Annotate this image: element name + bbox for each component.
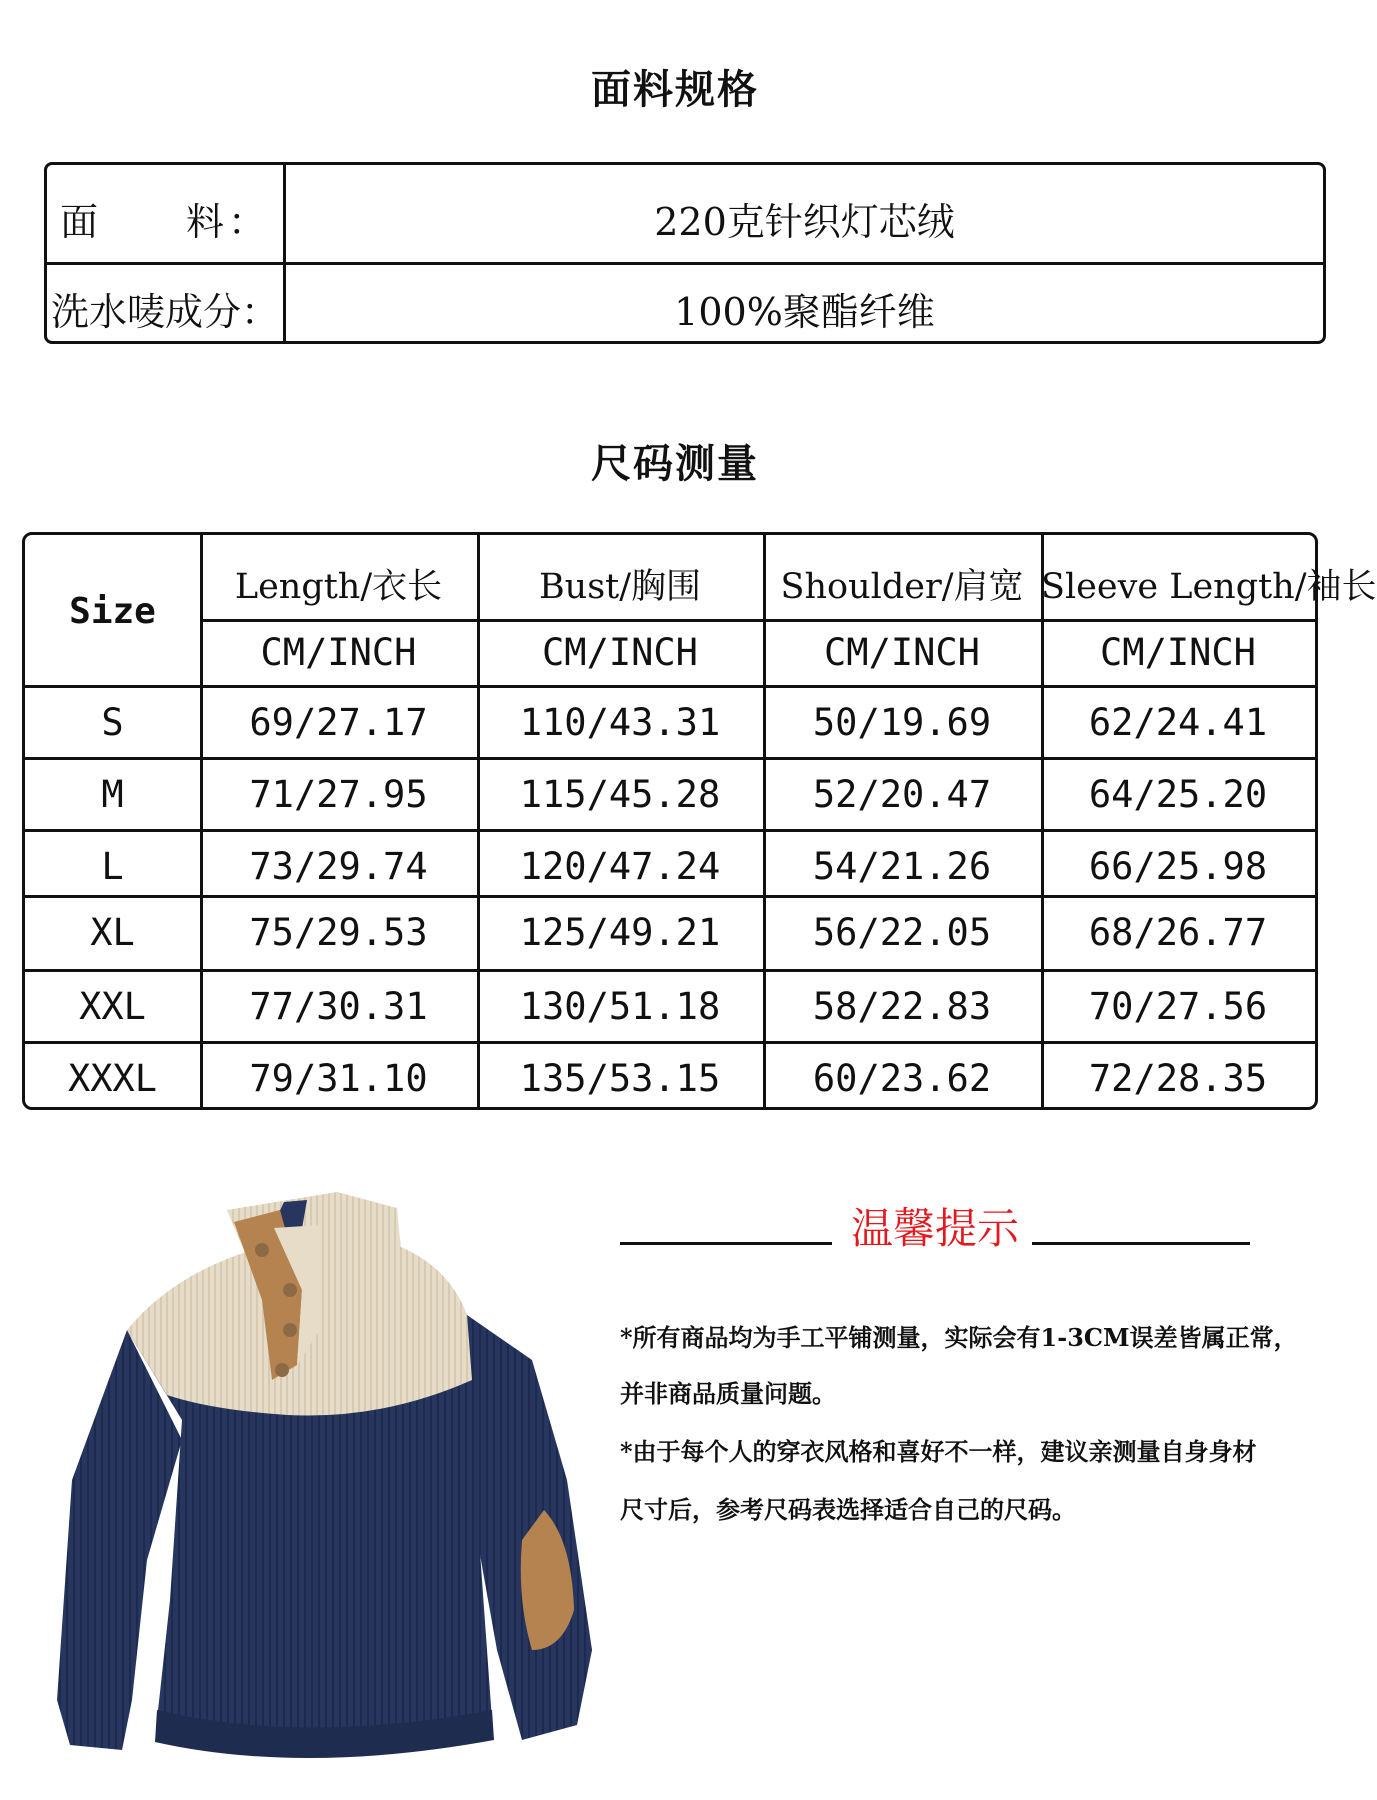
sweater-illustration [52,1180,602,1760]
size-table-row-divider [25,1041,1315,1044]
measure-value-cell: 79/31.10 [249,1057,428,1100]
size-label-cell: XL [90,911,135,954]
size-table-row-divider [25,757,1315,760]
fabric-row-label: 面 料： [59,200,270,244]
fabric-row-value: 100%聚酯纤维 [674,290,935,334]
button-icon [283,1283,297,1297]
size-table [22,532,1377,1110]
tips-header [620,1196,1250,1256]
tips-title: 温馨提示 [850,1204,1019,1253]
measure-value-cell: 135/53.15 [519,1057,721,1100]
size-label-cell: S [101,701,124,744]
size-column-header: Size [69,591,156,632]
tip-line: 并非商品质量问题。 [620,1379,836,1408]
measure-unit-header: CM/INCH [542,631,698,674]
measure-unit-header: CM/INCH [260,631,417,674]
measure-value-cell: 52/20.47 [812,773,992,816]
size-label-cell: L [101,845,124,888]
measure-value-cell: 68/26.77 [1088,911,1268,954]
button-icon [283,1323,297,1337]
measure-column-header: Sleeve Length/袖长 [1041,567,1377,607]
measure-value-cell: 73/29.74 [249,845,428,888]
fabric-row-composition [47,265,1323,341]
size-table-row-divider [200,619,1315,622]
fabric-spec-table [44,162,1326,344]
fabric-row-label: 洗水唛成分： [50,290,279,334]
measure-value-cell: 50/19.69 [812,701,992,744]
tip-line: *所有商品均为手工平铺测量，实际会有1-3CM误差皆属正常， [620,1323,1298,1352]
tip-line: 尺寸后，参考尺码表选择适合自己的尺码。 [620,1495,1076,1524]
measure-value-cell: 110/43.31 [519,701,721,744]
measure-value-cell: 72/28.35 [1088,1057,1268,1100]
measure-value-cell: 62/24.41 [1088,701,1268,744]
measure-unit-header: CM/INCH [824,631,980,674]
size-table-row-divider [25,685,1315,688]
measure-value-cell: 69/27.17 [249,701,428,744]
button-icon [255,1243,269,1257]
measure-value-cell: 64/25.20 [1088,773,1268,816]
size-label-cell: M [101,773,124,816]
measure-value-cell: 54/21.26 [812,845,992,888]
measure-value-cell: 58/22.83 [812,985,992,1028]
size-table-row-divider [25,969,1315,972]
fabric-spec-title: 面料规格 [591,67,759,113]
fabric-row-value: 220克针织灯芯绒 [654,200,955,244]
size-label-cell: XXXL [67,1057,158,1100]
measure-column-header: Shoulder/肩宽 [780,567,1024,607]
size-measure-title: 尺码测量 [591,441,759,487]
measure-value-cell: 66/25.98 [1088,845,1268,888]
button-icon [275,1363,289,1377]
measure-value-cell: 71/27.95 [249,773,428,816]
size-table-row-divider [25,895,1315,898]
fabric-row-material [47,165,1323,265]
measure-column-header: Bust/胸围 [538,567,702,607]
measure-value-cell: 120/47.24 [519,845,721,888]
measure-value-cell: 75/29.53 [249,911,428,954]
size-label-cell: XXL [79,985,146,1028]
measure-value-cell: 115/45.28 [519,773,721,816]
measure-value-cell: 60/23.62 [812,1057,992,1100]
measure-unit-header: CM/INCH [1100,631,1256,674]
tip-line: *由于每个人的穿衣风格和喜好不一样，建议亲测量自身身材 [620,1437,1257,1466]
measure-value-cell: 77/30.31 [249,985,428,1028]
measure-value-cell: 125/49.21 [519,911,721,954]
measure-value-cell: 70/27.56 [1088,985,1268,1028]
size-table-row-divider [25,829,1315,832]
measure-value-cell: 130/51.18 [519,985,721,1028]
measure-value-cell: 56/22.05 [812,911,992,954]
measure-column-header: Length/衣长 [234,567,443,607]
